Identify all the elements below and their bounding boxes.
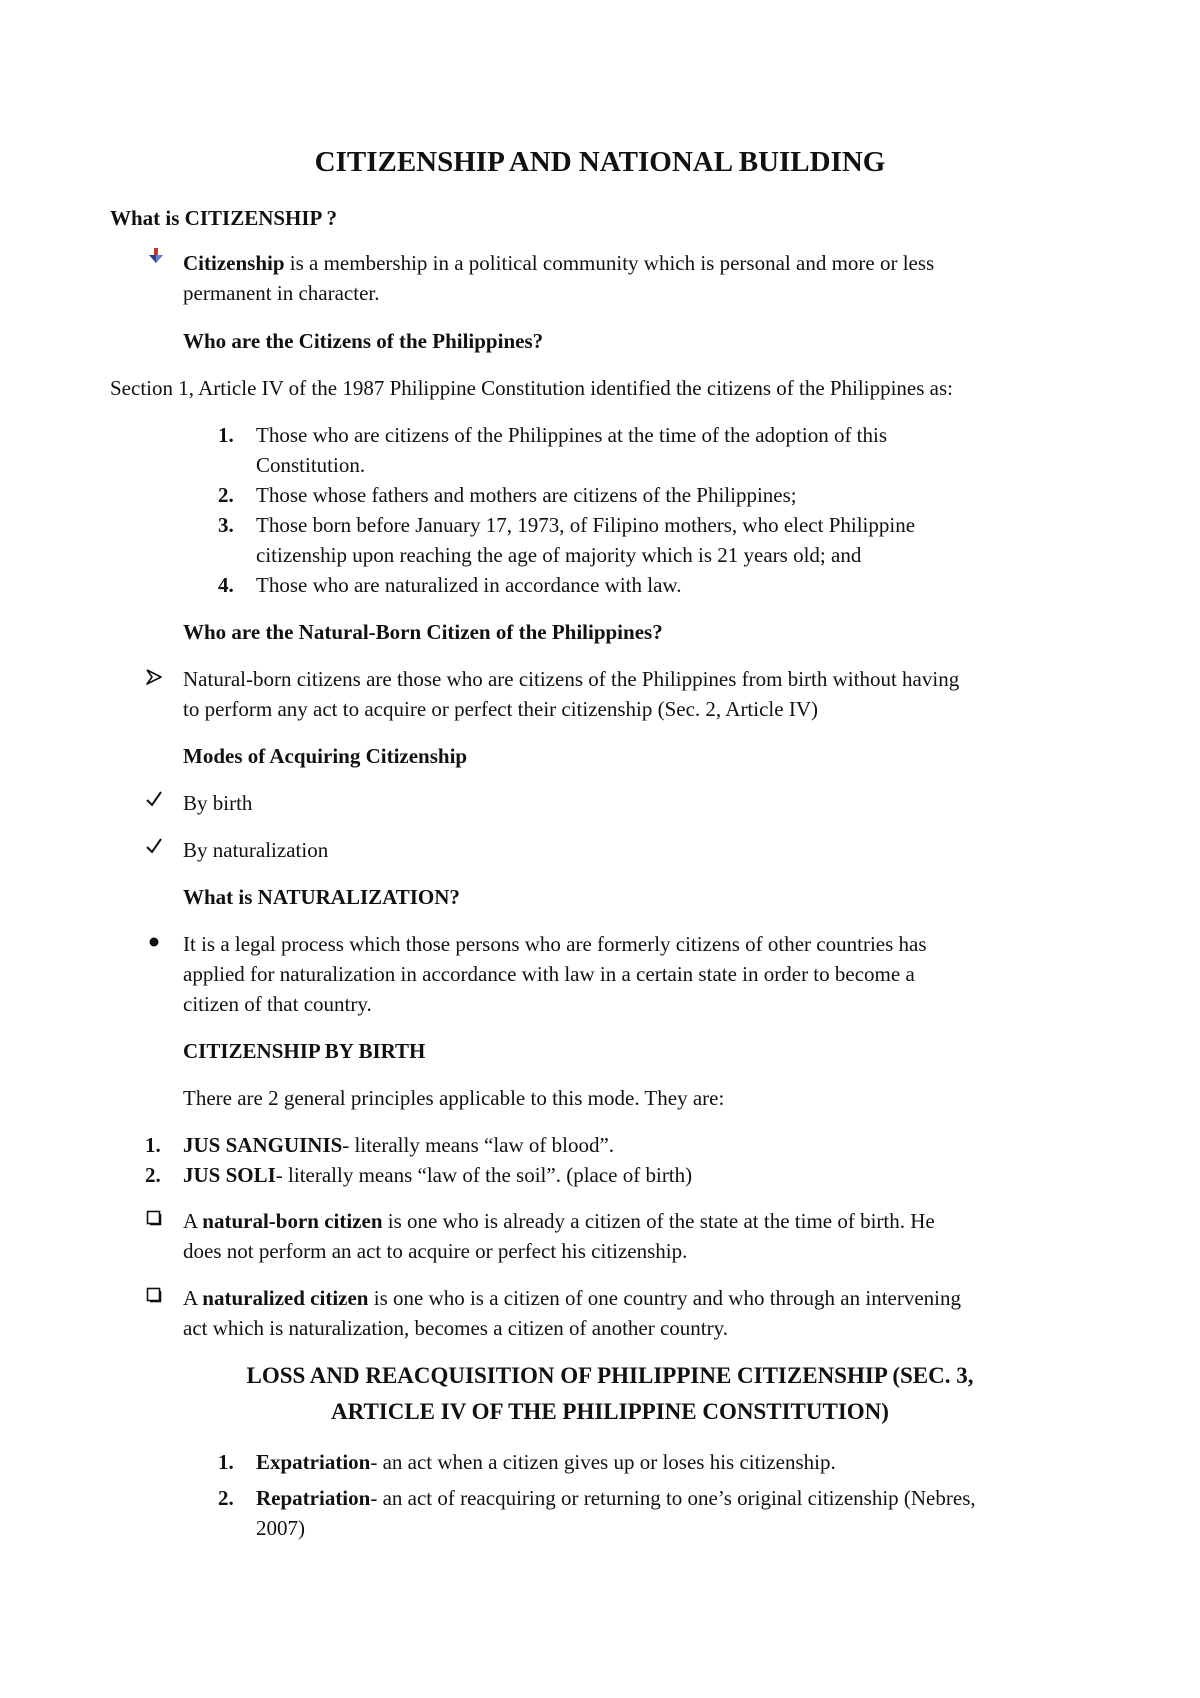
citizens-item-1-line-2: Constitution. bbox=[256, 453, 366, 477]
principle-definition: - literally means “law of blood”. bbox=[342, 1133, 615, 1157]
citizenship-term: Citizenship bbox=[183, 251, 285, 275]
heading-modes: Modes of Acquiring Citizenship bbox=[183, 744, 468, 768]
heading-who-are-citizens: Who are the Citizens of the Philippines? bbox=[183, 329, 544, 353]
naturalization-line-2: applied for naturalization in accordance with law in a certain state in order to become a bbox=[183, 962, 915, 986]
natural-born-line-1: Natural-born citizens are those who are citizens of the Philippines from birth without having bbox=[183, 667, 960, 691]
natural-born-citizen-line-1 bbox=[183, 1206, 935, 1236]
checkmark-icon bbox=[145, 837, 163, 855]
citizens-item-3-line-1: Those born before January 17, 1973, of Filipino mothers, who elect Philippine bbox=[256, 513, 916, 537]
heading-citizenship-by-birth: CITIZENSHIP BY BIRTH bbox=[183, 1039, 426, 1063]
list-number: 1. bbox=[145, 1133, 161, 1157]
heading-what-is-citizenship: What is CITIZENSHIP ? bbox=[110, 206, 337, 230]
heading-natural-born: Who are the Natural-Born Citizen of the Philippines? bbox=[183, 620, 663, 644]
principles-intro: There are 2 general principles applicable to this mode. They are: bbox=[183, 1086, 725, 1110]
principle-term: JUS SOLI bbox=[183, 1163, 276, 1187]
loss-definition: - an act of reacquiring or returning to one’s original citizenship (Nebres, bbox=[370, 1486, 976, 1510]
citizens-item-4-line-1: Those who are naturalized in accordance with law. bbox=[256, 573, 682, 597]
list-number: 2. bbox=[145, 1163, 161, 1187]
loss-heading-line-1: LOSS AND REACQUISITION OF PHILIPPINE CITIZENSHIP (SEC. 3, bbox=[246, 1363, 974, 1388]
checkbox-icon bbox=[146, 1210, 162, 1226]
heading-what-is-naturalization: What is NATURALIZATION? bbox=[183, 885, 460, 909]
section-intro: Section 1, Article IV of the 1987 Philippine Constitution identified the citizens of the Philippines as: bbox=[110, 376, 954, 400]
naturalization-line-1: It is a legal process which those persons who are formerly citizens of other countries has bbox=[183, 932, 927, 956]
principle-jus-sanguinis bbox=[183, 1130, 614, 1160]
definition-line-1: is a membership in a political community which is personal and more or less bbox=[284, 251, 935, 275]
principle-term: JUS SANGUINIS bbox=[183, 1133, 343, 1157]
repatriation-item-line-2: 2007) bbox=[256, 1516, 305, 1540]
box-term: natural-born citizen bbox=[202, 1209, 383, 1233]
natural-born-line-2: to perform any act to acquire or perfect their citizenship (Sec. 2, Article IV) bbox=[183, 697, 818, 721]
list-number: 1. bbox=[218, 423, 234, 447]
expatriation-item bbox=[256, 1447, 836, 1477]
principle-definition: - literally means “law of the soil”. (place of birth) bbox=[275, 1163, 693, 1187]
mode-naturalization: By naturalization bbox=[183, 838, 329, 862]
checkmark-icon bbox=[145, 790, 163, 808]
box-term: naturalized citizen bbox=[202, 1286, 369, 1310]
document-title: CITIZENSHIP AND NATIONAL BUILDING bbox=[314, 146, 886, 178]
citizens-item-1-line-1: Those who are citizens of the Philippines at the time of the adoption of this bbox=[256, 423, 888, 447]
loss-heading-line-2: ARTICLE IV OF THE PHILIPPINE CONSTITUTION) bbox=[331, 1399, 889, 1424]
checkbox-icon bbox=[146, 1287, 162, 1303]
citizens-item-3-line-2: citizenship upon reaching the age of majority which is 21 years old; and bbox=[256, 543, 862, 567]
loss-definition: - an act when a citizen gives up or loses his citizenship. bbox=[370, 1450, 836, 1474]
box-text: is one who is a citizen of one country and who through an intervening bbox=[368, 1286, 962, 1310]
naturalization-line-3: citizen of that country. bbox=[183, 992, 372, 1016]
arrow-down-icon bbox=[148, 247, 164, 265]
arrowhead-icon bbox=[145, 668, 163, 686]
list-number: 4. bbox=[218, 573, 234, 597]
principle-jus-soli bbox=[183, 1160, 692, 1190]
round-bullet-icon bbox=[148, 936, 160, 948]
list-number: 2. bbox=[218, 483, 234, 507]
list-number: 3. bbox=[218, 513, 234, 537]
box-prefix: A bbox=[183, 1209, 203, 1233]
repatriation-item bbox=[256, 1483, 976, 1513]
citizens-item-2-line-1: Those whose fathers and mothers are citizens of the Philippines; bbox=[256, 483, 797, 507]
definition-line-2: permanent in character. bbox=[183, 281, 380, 305]
list-number: 2. bbox=[218, 1486, 234, 1510]
mode-birth: By birth bbox=[183, 791, 253, 815]
box-prefix: A bbox=[183, 1286, 203, 1310]
naturalized-citizen-line-2: act which is naturalization, becomes a citizen of another country. bbox=[183, 1316, 729, 1340]
list-number: 1. bbox=[218, 1450, 234, 1474]
citizenship-definition bbox=[183, 248, 934, 278]
loss-term: Expatriation bbox=[256, 1450, 371, 1474]
natural-born-citizen-line-2: does not perform an act to acquire or perfect his citizenship. bbox=[183, 1239, 688, 1263]
naturalized-citizen-line-1 bbox=[183, 1283, 961, 1313]
loss-term: Repatriation bbox=[256, 1486, 371, 1510]
box-text: is one who is already a citizen of the state at the time of birth. He bbox=[382, 1209, 935, 1233]
